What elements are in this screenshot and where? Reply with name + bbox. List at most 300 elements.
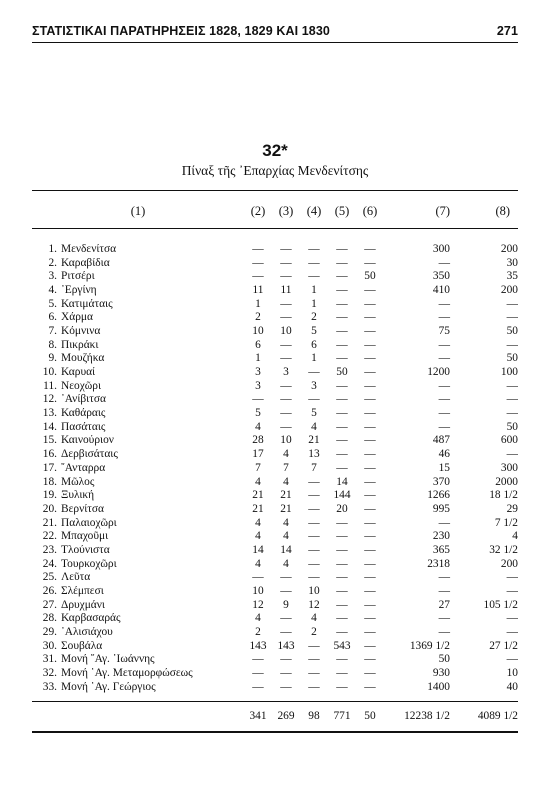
table-cell: — xyxy=(364,475,376,488)
table-cell: — xyxy=(336,338,348,351)
place-name: Καραβίδια xyxy=(61,256,110,269)
table-cell: — xyxy=(336,311,348,324)
header-cell: (2) xyxy=(250,203,266,218)
table-cell: — xyxy=(364,612,376,625)
table-cell: — xyxy=(336,393,348,406)
table-cell: — xyxy=(280,297,292,310)
table-cell: — xyxy=(364,639,376,652)
table-row xyxy=(32,447,518,461)
table-cell: — xyxy=(438,352,450,365)
table-cell: — xyxy=(280,667,292,680)
table-cell: — xyxy=(364,448,376,461)
table-cell: 4 xyxy=(311,612,317,625)
table-cell: 4 xyxy=(283,516,289,529)
total-cell: 341 xyxy=(249,709,267,722)
table-row xyxy=(32,502,518,516)
table-cell: — xyxy=(280,585,292,598)
table-cell: — xyxy=(336,516,348,529)
table-cell: 7 xyxy=(283,461,289,474)
table-cell: 200 xyxy=(500,242,518,255)
place-name: Νεοχῶρι xyxy=(61,379,102,392)
table-cell: — xyxy=(364,407,376,420)
table-cell: — xyxy=(336,297,348,310)
table-row xyxy=(32,283,518,297)
row-number: 6. xyxy=(48,311,57,324)
table-cell: — xyxy=(364,502,376,515)
header-cell: (1) xyxy=(130,203,146,218)
table-cell: 4 xyxy=(283,530,289,543)
place-name: Μπαχοῦμι xyxy=(61,530,109,543)
table-cell: 2 xyxy=(311,626,317,639)
table-cell: — xyxy=(364,516,376,529)
table-row xyxy=(32,379,518,393)
table-row xyxy=(32,338,518,352)
table-cell: 370 xyxy=(432,475,450,488)
table-cell: — xyxy=(252,571,264,584)
table-cell: — xyxy=(280,379,292,392)
table-cell: 4 xyxy=(283,557,289,570)
table-cell: 3 xyxy=(283,366,289,379)
header-rule xyxy=(32,42,518,43)
table-cell: 1266 xyxy=(427,489,450,502)
table-row xyxy=(32,242,518,256)
table-cell: — xyxy=(438,297,450,310)
table-cell: — xyxy=(280,680,292,693)
table-cell: 50 xyxy=(506,420,518,433)
table-cell: 7 1/2 xyxy=(494,516,518,529)
table-row xyxy=(32,256,518,270)
table-cell: 1200 xyxy=(427,366,450,379)
table-cell: 995 xyxy=(432,502,450,515)
table-cell: — xyxy=(506,297,518,310)
place-name: Χάρμα xyxy=(61,311,93,324)
table-cell: — xyxy=(308,270,320,283)
table-cell: — xyxy=(308,653,320,666)
table-cell: 27 1/2 xyxy=(489,639,518,652)
table-cell: 2000 xyxy=(495,475,518,488)
table-cell: — xyxy=(364,256,376,269)
table-cell: 365 xyxy=(432,543,450,556)
table-cell: — xyxy=(252,667,264,680)
table-cell: — xyxy=(252,242,264,255)
table-cell: — xyxy=(364,653,376,666)
table-cell: — xyxy=(252,256,264,269)
table-cell: 32 1/2 xyxy=(489,543,518,556)
table-cell: — xyxy=(506,585,518,598)
table-cell: 2318 xyxy=(427,557,450,570)
table-cell: 200 xyxy=(500,557,518,570)
table-cell: 17 xyxy=(252,448,264,461)
totals-row xyxy=(32,709,518,723)
table-cell: — xyxy=(336,270,348,283)
table-cell: 50 xyxy=(506,324,518,337)
row-number: 25. xyxy=(42,571,57,584)
total-cell: 269 xyxy=(277,709,295,722)
table-cell: — xyxy=(308,571,320,584)
table-cell: — xyxy=(336,242,348,255)
row-number: 13. xyxy=(42,407,57,420)
table-cell: — xyxy=(280,270,292,283)
row-number: 28. xyxy=(42,612,57,625)
table-cell: 9 xyxy=(283,598,289,611)
table-cell: 600 xyxy=(500,434,518,447)
table-row xyxy=(32,352,518,366)
table-cell: 300 xyxy=(432,242,450,255)
table-cell: 12 xyxy=(308,598,320,611)
row-number: 27. xyxy=(42,598,57,611)
place-name: Ριτσέρι xyxy=(61,270,95,283)
table-row xyxy=(32,543,518,557)
table-cell: — xyxy=(336,585,348,598)
table-cell: 11 xyxy=(252,283,264,296)
table-cell: 1 xyxy=(255,297,261,310)
row-number: 18. xyxy=(42,475,57,488)
table-row xyxy=(32,598,518,612)
table-cell: — xyxy=(308,489,320,502)
table-row xyxy=(32,612,518,626)
table-cell: — xyxy=(364,242,376,255)
table-cell: 410 xyxy=(432,283,450,296)
table-cell: — xyxy=(308,256,320,269)
table-cell: — xyxy=(280,571,292,584)
table-cell: 15 xyxy=(438,461,450,474)
row-number: 29. xyxy=(42,626,57,639)
row-number: 23. xyxy=(42,543,57,556)
place-name: Σλέμπεσι xyxy=(61,585,104,598)
row-number: 2. xyxy=(48,256,57,269)
table-cell: 4 xyxy=(255,420,261,433)
running-head-title: ΣΤΑΤΙΣΤΙΚΑΙ ΠΑΡΑΤΗΡΗΣΕΙΣ 1828, 1829 ΚΑΙ 1830 xyxy=(32,24,330,38)
place-name: Καινούριον xyxy=(61,434,114,447)
place-name: ᾿Εργίνη xyxy=(61,283,97,296)
table-cell: — xyxy=(252,680,264,693)
table-cell: 2 xyxy=(311,311,317,324)
table-cell: 21 xyxy=(308,434,320,447)
table-cell: 4 xyxy=(255,475,261,488)
table-cell: — xyxy=(308,366,320,379)
total-cell: 771 xyxy=(333,709,351,722)
table-cell: — xyxy=(336,653,348,666)
table-cell: — xyxy=(364,557,376,570)
table-cell: — xyxy=(506,571,518,584)
table-cell: 21 xyxy=(252,489,264,502)
table-cell: — xyxy=(336,379,348,392)
row-number: 10. xyxy=(42,366,57,379)
table-cell: 10 xyxy=(280,434,292,447)
header-row xyxy=(32,201,518,221)
table-cell: 3 xyxy=(255,366,261,379)
table-cell: — xyxy=(364,543,376,556)
table-cell: — xyxy=(364,311,376,324)
table-cell: — xyxy=(438,393,450,406)
table-cell: — xyxy=(280,242,292,255)
table-cell: 1 xyxy=(255,352,261,365)
table-row xyxy=(32,310,518,324)
table-row xyxy=(32,434,518,448)
place-name: Μονή ῾Αγ. Μεταμορφώσεως xyxy=(61,667,193,680)
table-cell: — xyxy=(506,379,518,392)
table-cell: — xyxy=(336,530,348,543)
table-header xyxy=(32,201,518,221)
table-cell: 4 xyxy=(255,530,261,543)
table-cell: 144 xyxy=(333,489,351,502)
table-cell: — xyxy=(252,653,264,666)
table-cell: — xyxy=(280,653,292,666)
table-cell: — xyxy=(438,626,450,639)
table-row xyxy=(32,666,518,680)
table-cell: — xyxy=(336,324,348,337)
table-cell: — xyxy=(364,379,376,392)
table-row xyxy=(32,475,518,489)
place-name: Καρβασαράς xyxy=(61,612,121,625)
table-cell: 2 xyxy=(255,626,261,639)
table-cell: 930 xyxy=(432,667,450,680)
table-cell: — xyxy=(364,571,376,584)
table-row xyxy=(32,516,518,530)
table-cell: — xyxy=(280,420,292,433)
table-cell: 21 xyxy=(280,489,292,502)
table-cell: — xyxy=(280,311,292,324)
table-cell: — xyxy=(364,283,376,296)
row-number: 16. xyxy=(42,448,57,461)
table-row xyxy=(32,297,518,311)
row-number: 24. xyxy=(42,557,57,570)
place-name: Τουρκοχῶρι xyxy=(61,557,117,570)
place-name: Πασάταις xyxy=(61,420,106,433)
table-cell: — xyxy=(364,667,376,680)
table-cell: — xyxy=(364,530,376,543)
table-cell: 14 xyxy=(252,543,264,556)
table-row xyxy=(32,365,518,379)
table-cell: 4 xyxy=(255,557,261,570)
row-number: 8. xyxy=(48,338,57,351)
table-cell: 2 xyxy=(255,311,261,324)
row-number: 11. xyxy=(43,379,57,392)
place-name: Μῶλος xyxy=(61,475,95,488)
page-number: 271 xyxy=(496,24,518,38)
table-cell: 7 xyxy=(311,461,317,474)
place-name: Καθάραις xyxy=(61,407,106,420)
table-cell: — xyxy=(336,420,348,433)
table-cell: — xyxy=(364,585,376,598)
running-head xyxy=(32,20,518,42)
table-cell: 75 xyxy=(438,324,450,337)
table-cell: — xyxy=(438,311,450,324)
table-cell: — xyxy=(364,461,376,474)
table-cell: — xyxy=(280,393,292,406)
table-row xyxy=(32,488,518,502)
table-cell: — xyxy=(364,680,376,693)
table-cell: — xyxy=(364,297,376,310)
table-cell: — xyxy=(438,407,450,420)
table-cell: — xyxy=(364,626,376,639)
table-cell: 3 xyxy=(311,379,317,392)
table-cell: — xyxy=(280,256,292,269)
row-number: 31. xyxy=(42,653,57,666)
table-cell: — xyxy=(364,598,376,611)
table-cell: — xyxy=(364,489,376,502)
table-cell: 21 xyxy=(252,502,264,515)
table-cell: — xyxy=(364,324,376,337)
table-cell: — xyxy=(438,338,450,351)
table-cell: — xyxy=(438,571,450,584)
place-name: Μουζήκα xyxy=(61,352,105,365)
table-cell: 4 xyxy=(512,530,518,543)
table-cell: — xyxy=(438,585,450,598)
table-row xyxy=(32,584,518,598)
table-bottom-rule xyxy=(32,701,518,702)
table-cell: 4 xyxy=(255,516,261,529)
place-name: Σουβάλα xyxy=(61,639,103,652)
place-name: Δερβισάταις xyxy=(61,448,118,461)
table-cell: 30 xyxy=(506,256,518,269)
place-name: Μονή ῾Αγ. Γεώργιος xyxy=(61,680,156,693)
table-cell: 11 xyxy=(280,283,292,296)
table-cell: — xyxy=(506,612,518,625)
table-cell: 1400 xyxy=(427,680,450,693)
table-cell: — xyxy=(336,352,348,365)
table-cell: 21 xyxy=(280,502,292,515)
row-number: 5. xyxy=(48,297,57,310)
table-cell: — xyxy=(308,639,320,652)
table-cell: — xyxy=(506,448,518,461)
place-name: ᾿Ανίβιτσα xyxy=(61,393,106,406)
table-cell: 4 xyxy=(255,612,261,625)
table-row xyxy=(32,529,518,543)
table-cell: — xyxy=(280,338,292,351)
table-cell: — xyxy=(336,571,348,584)
table-cell: 230 xyxy=(432,530,450,543)
row-number: 3. xyxy=(48,270,57,283)
header-cell: (4) xyxy=(306,203,322,218)
table-row xyxy=(32,406,518,420)
total-cell: 12238 1/2 xyxy=(404,709,450,722)
table-cell: — xyxy=(308,557,320,570)
table-cell: 1369 1/2 xyxy=(409,639,450,652)
table-cell: 1 xyxy=(311,283,317,296)
table-cell: — xyxy=(506,311,518,324)
table-cell: — xyxy=(336,283,348,296)
table-cell: — xyxy=(308,667,320,680)
table-row xyxy=(32,557,518,571)
table-cell: — xyxy=(336,557,348,570)
table-number: 32* xyxy=(262,141,288,160)
total-cell: 4089 1/2 xyxy=(477,709,518,722)
row-number: 12. xyxy=(42,393,57,406)
table-row xyxy=(32,571,518,585)
table-cell: — xyxy=(308,502,320,515)
table-cell: — xyxy=(506,407,518,420)
totals-blank xyxy=(32,709,244,723)
total-cell: 50 xyxy=(364,709,376,722)
header-cell: (6) xyxy=(362,203,378,218)
place-name: Μονή ῎Αγ. ᾿Ιωάννης xyxy=(61,653,155,666)
header-cell: (8) xyxy=(495,203,511,218)
table-cell: — xyxy=(364,393,376,406)
table-cell: 46 xyxy=(438,448,450,461)
table-cell: 6 xyxy=(255,338,261,351)
place-name: ᾿Αλισιάχου xyxy=(61,626,113,639)
table-cell: — xyxy=(336,626,348,639)
table-row xyxy=(32,269,518,283)
table-cell: 5 xyxy=(255,407,261,420)
table-cell: — xyxy=(438,516,450,529)
place-name: Ξυλική xyxy=(61,489,95,502)
place-name: Καρυαί xyxy=(61,366,96,379)
row-number: 9. xyxy=(48,352,57,365)
table-cell: 35 xyxy=(506,270,518,283)
table-cell: 20 xyxy=(336,502,348,515)
table-title: Πίναξ τῆς ᾿Επαρχίας Μενδενίτσης xyxy=(181,163,369,178)
table-cell: — xyxy=(336,598,348,611)
table-cell: — xyxy=(506,653,518,666)
place-name: Μενδενίτσα xyxy=(61,242,117,255)
row-number: 1. xyxy=(48,242,57,255)
place-name: ῎Ανταρρα xyxy=(61,461,106,474)
table-cell: — xyxy=(252,270,264,283)
table-cell: 3 xyxy=(255,379,261,392)
table-row xyxy=(32,625,518,639)
table-cell: 10 xyxy=(308,585,320,598)
table-cell: — xyxy=(506,393,518,406)
table-cell: — xyxy=(336,612,348,625)
table-cell: — xyxy=(506,338,518,351)
table-cell: 100 xyxy=(500,366,518,379)
row-number: 15. xyxy=(42,434,57,447)
row-number: 7. xyxy=(48,324,57,337)
place-name: Λεῦτα xyxy=(61,571,91,584)
table-cell: 14 xyxy=(280,543,292,556)
place-name: Κόμνινα xyxy=(61,324,101,337)
table-cell: — xyxy=(364,420,376,433)
table-cell: 7 xyxy=(255,461,261,474)
header-cell: (3) xyxy=(278,203,294,218)
table-cell: 105 1/2 xyxy=(483,598,518,611)
table-cell: — xyxy=(336,256,348,269)
data-table xyxy=(32,242,518,694)
table-cell: 13 xyxy=(308,448,320,461)
table-cell: 487 xyxy=(432,434,450,447)
table-cell: 28 xyxy=(252,434,264,447)
row-number: 4. xyxy=(48,283,57,296)
table-cell: — xyxy=(280,407,292,420)
table-cell: 14 xyxy=(336,475,348,488)
row-number: 26. xyxy=(42,585,57,598)
table-cell: — xyxy=(308,543,320,556)
table-cell: 5 xyxy=(311,324,317,337)
totals-table xyxy=(32,709,518,723)
table-cell: 200 xyxy=(500,283,518,296)
table-cell: 50 xyxy=(506,352,518,365)
table-cell: — xyxy=(308,475,320,488)
table-cell: 10 xyxy=(252,585,264,598)
table-cell: 50 xyxy=(336,366,348,379)
row-number: 21. xyxy=(42,516,57,529)
table-cell: 1 xyxy=(311,352,317,365)
table-cell: — xyxy=(336,407,348,420)
table-cell: — xyxy=(364,434,376,447)
table-cell: 10 xyxy=(252,324,264,337)
table-cell: — xyxy=(308,530,320,543)
table-cell: — xyxy=(364,352,376,365)
row-number: 30. xyxy=(42,639,57,652)
table-cell: 27 xyxy=(438,598,450,611)
row-number: 17. xyxy=(42,461,57,474)
row-number: 33. xyxy=(42,680,57,693)
row-number: 19. xyxy=(42,489,57,502)
table-cell: 50 xyxy=(364,270,376,283)
table-cell: 5 xyxy=(311,407,317,420)
